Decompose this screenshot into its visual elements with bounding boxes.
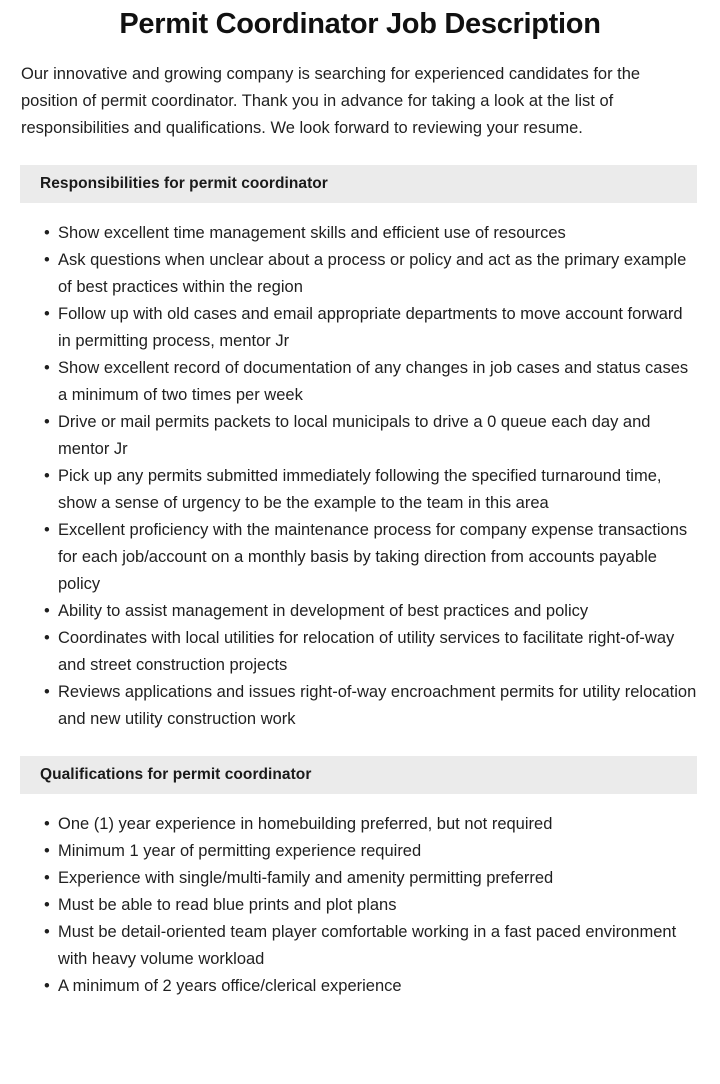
responsibilities-list bbox=[0, 203, 720, 733]
list-item bbox=[44, 892, 697, 919]
list-item bbox=[44, 973, 697, 1000]
list-item-text: Drive or mail permits packets to local municipals to drive a 0 queue each day and mentor Jr bbox=[58, 413, 651, 458]
qualifications-list bbox=[0, 794, 720, 1000]
list-item-text: Follow up with old cases and email appropriate departments to move account forward in permitting process, mentor Jr bbox=[58, 305, 683, 350]
list-item-text: Experience with single/multi-family and amenity permitting preferred bbox=[58, 869, 554, 887]
bullet-icon: • bbox=[44, 815, 50, 833]
bullet-icon: • bbox=[44, 602, 50, 620]
list-item bbox=[44, 679, 697, 733]
section-header-qualifications bbox=[20, 756, 697, 794]
list-item bbox=[44, 811, 697, 838]
list-item-text: Excellent proficiency with the maintenance process for company expense transactions for each job/account on a monthly basis by taking direction from accounts payable policy bbox=[58, 521, 688, 593]
list-item bbox=[44, 625, 697, 679]
list-item bbox=[44, 247, 697, 301]
list-item-text: Ask questions when unclear about a process or policy and act as the primary example of best practices within the region bbox=[58, 251, 687, 296]
list-item-text: One (1) year experience in homebuilding preferred, but not required bbox=[58, 815, 553, 833]
section-header-responsibilities bbox=[20, 165, 697, 203]
list-item-text: Reviews applications and issues right-of-way encroachment permits for utility relocation and new utility construction work bbox=[58, 683, 697, 728]
list-item-text: Ability to assist management in development of best practices and policy bbox=[58, 602, 589, 620]
list-item bbox=[44, 598, 697, 625]
list-item bbox=[44, 301, 697, 355]
list-item bbox=[44, 220, 697, 247]
list-item-text: Coordinates with local utilities for relocation of utility services to facilitate right-of-way and street construction projects bbox=[58, 629, 675, 674]
bullet-icon: • bbox=[44, 869, 50, 887]
list-item bbox=[44, 517, 697, 598]
list-item bbox=[44, 355, 697, 409]
section-heading-label: Qualifications for permit coordinator bbox=[40, 766, 312, 783]
bullet-icon: • bbox=[44, 896, 50, 914]
list-item-text: Show excellent record of documentation of any changes in job cases and status cases a minimum of two times per week bbox=[58, 359, 689, 404]
bullet-icon: • bbox=[44, 842, 50, 860]
section-qualifications bbox=[0, 756, 720, 1000]
bullet-icon: • bbox=[44, 413, 50, 431]
list-item bbox=[44, 919, 697, 973]
page-title: Permit Coordinator Job Description bbox=[119, 8, 601, 40]
bullet-icon: • bbox=[44, 305, 50, 323]
bullet-icon: • bbox=[44, 683, 50, 701]
bullet-icon: • bbox=[44, 977, 50, 995]
bullet-icon: • bbox=[44, 251, 50, 269]
bullet-icon: • bbox=[44, 521, 50, 539]
list-item-text: Pick up any permits submitted immediately following the specified turnaround time, show a sense of urgency to be the example to the team in this area bbox=[58, 467, 662, 512]
bullet-icon: • bbox=[44, 467, 50, 485]
list-item-text: Must be detail-oriented team player comfortable working in a fast paced environment with heavy volume workload bbox=[58, 923, 677, 968]
list-item-text: A minimum of 2 years office/clerical experience bbox=[58, 977, 402, 995]
page-bottom-spacer bbox=[0, 1000, 720, 1022]
section-heading-label: Responsibilities for permit coordinator bbox=[40, 175, 328, 192]
bullet-icon: • bbox=[44, 923, 50, 941]
bullet-icon: • bbox=[44, 224, 50, 242]
bullet-icon: • bbox=[44, 629, 50, 647]
list-item-text: Must be able to read blue prints and plot plans bbox=[58, 896, 397, 914]
list-item bbox=[44, 838, 697, 865]
list-item bbox=[44, 409, 697, 463]
list-item-text: Minimum 1 year of permitting experience required bbox=[58, 842, 422, 860]
list-item bbox=[44, 865, 697, 892]
bullet-icon: • bbox=[44, 359, 50, 377]
list-item bbox=[44, 463, 697, 517]
list-item-text: Show excellent time management skills and efficient use of resources bbox=[58, 224, 566, 242]
section-responsibilities bbox=[0, 165, 720, 733]
intro-paragraph: Our innovative and growing company is searching for experienced candidates for the position of permit coordinator. Thank you in advance for taking a look at the list of responsibilities and qualifications. We look forward to reviewing your resume. bbox=[21, 65, 641, 137]
